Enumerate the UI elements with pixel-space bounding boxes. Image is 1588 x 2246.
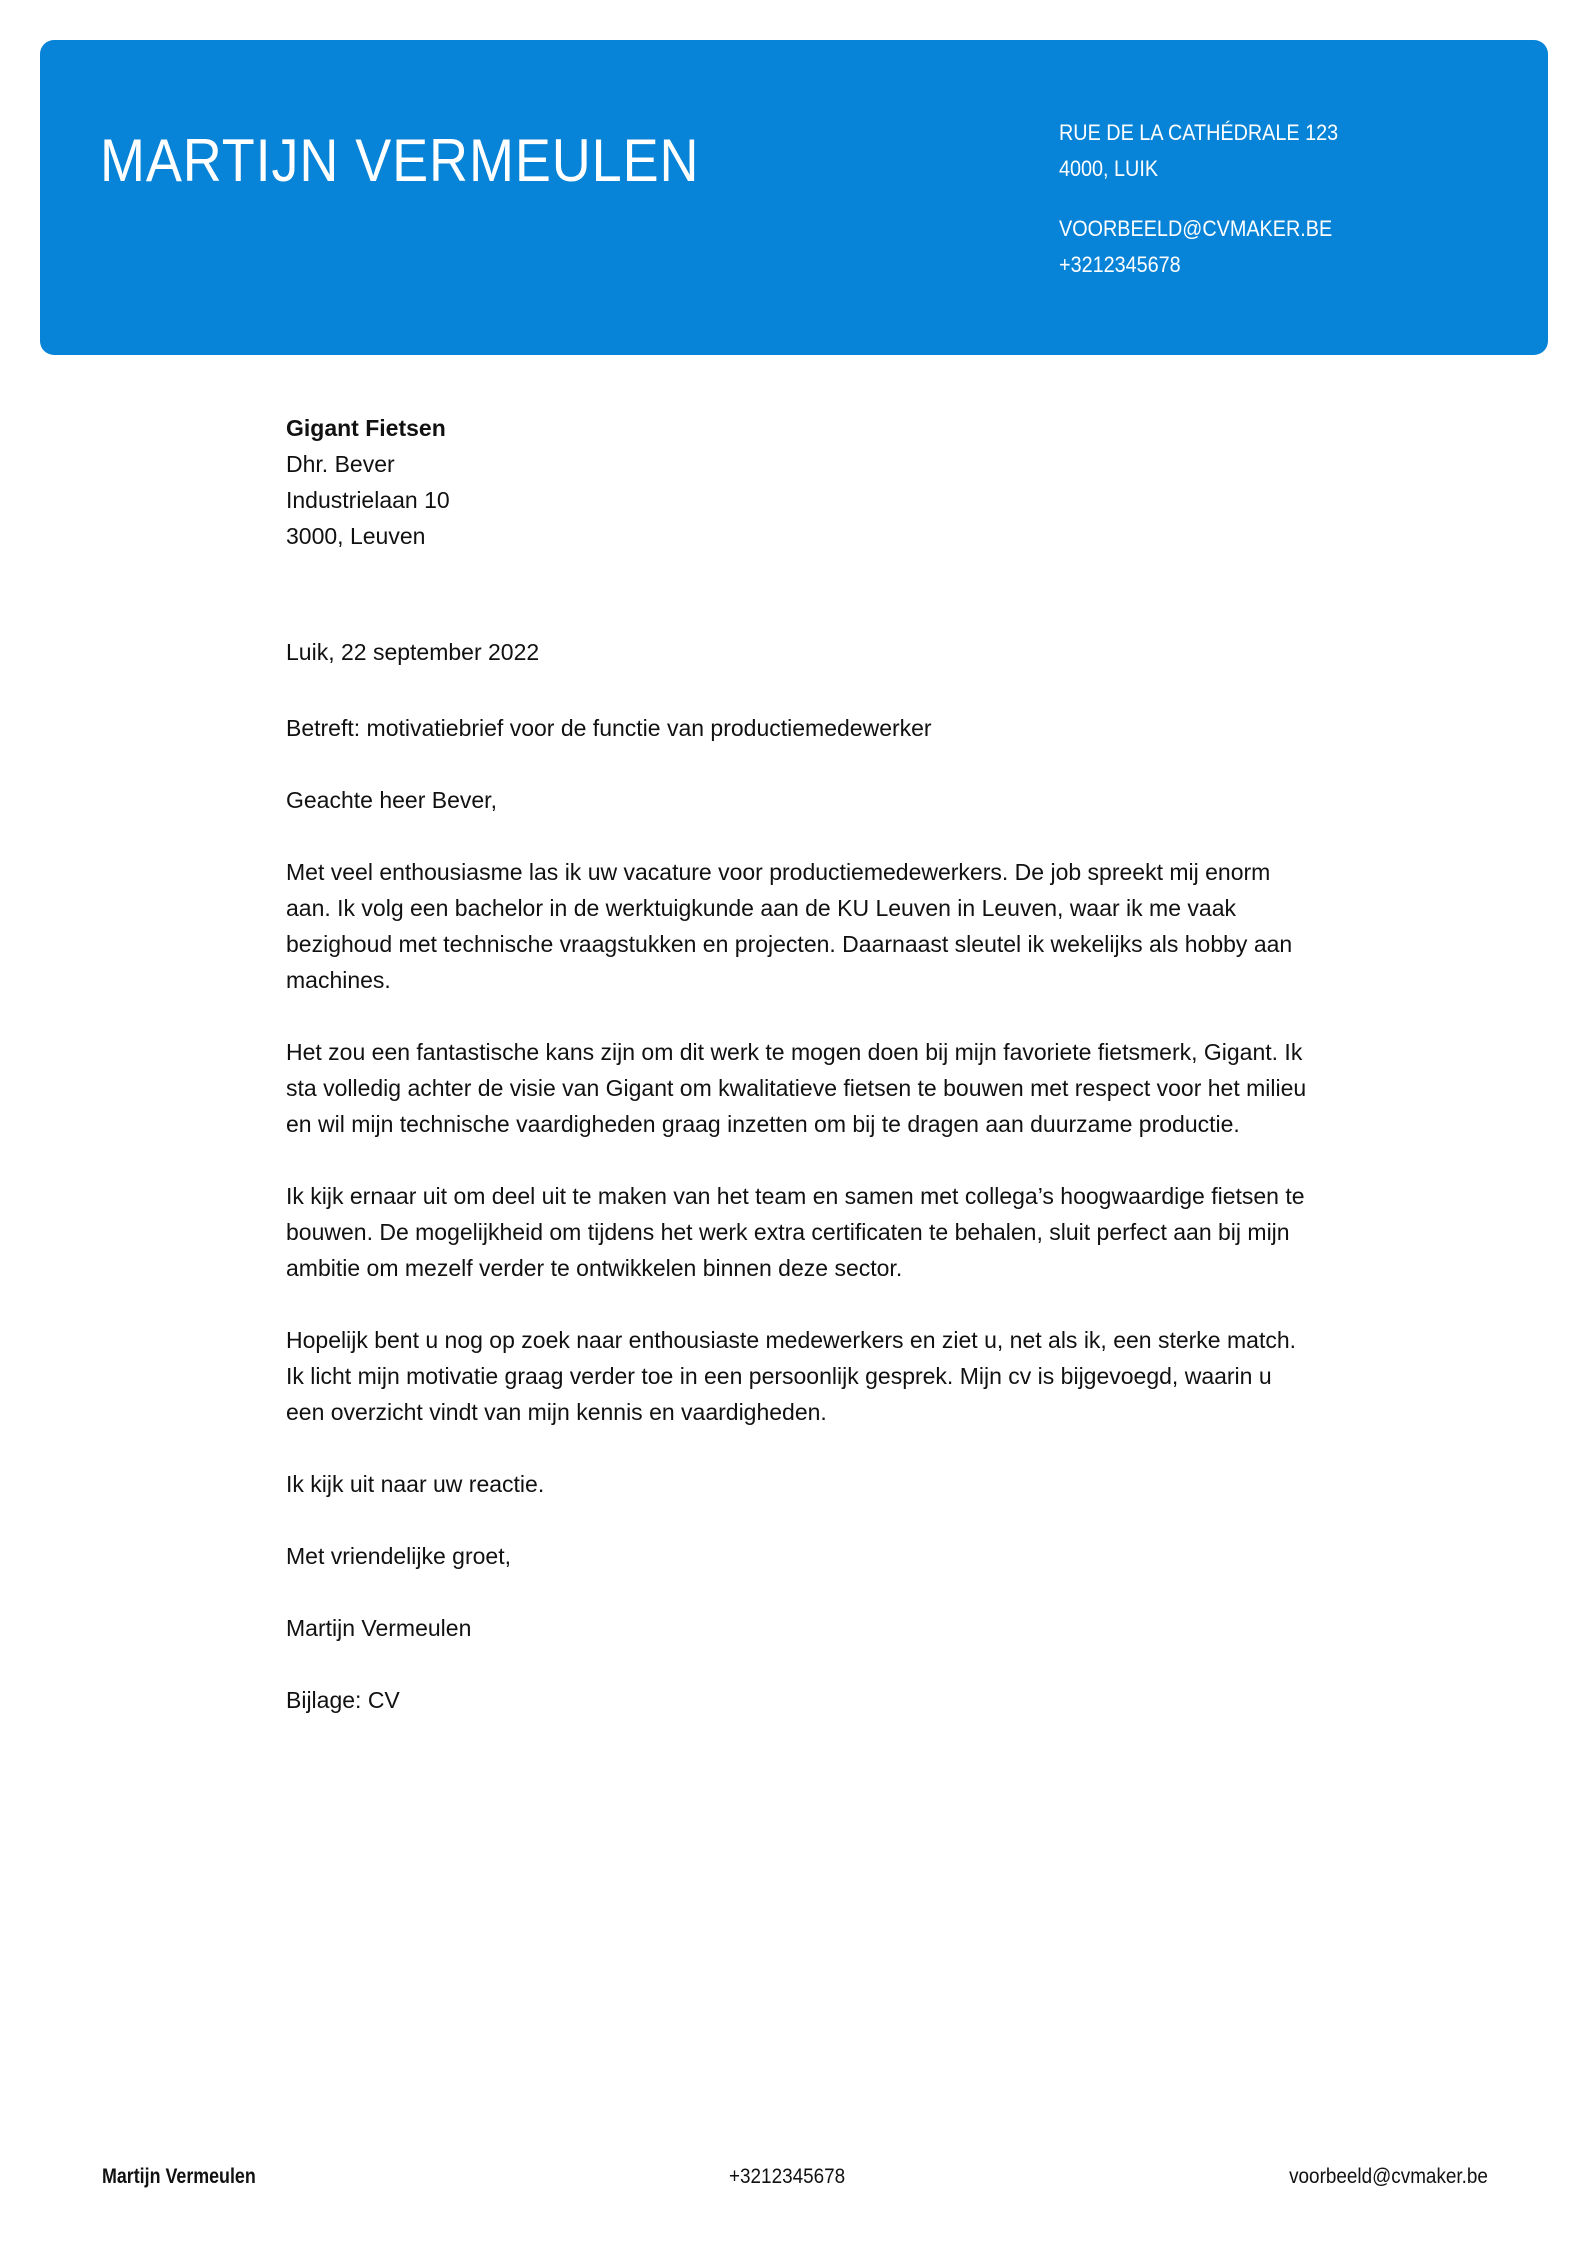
letter-salutation: Geachte heer Bever, [286,787,497,813]
body-paragraph-4: Hopelijk bent u nog op zoek naar enthousiaste medewerkers en ziet u, net als ik, een sterke match. Ik licht mijn motivatie graag verder toe in een persoonlijk gesprek. Mijn cv is bijgevoegd, waarin u een overzicht vindt van mijn kennis en vaardigheden. [286,1327,1297,1425]
letter-closing: Met vriendelijke groet, [286,1543,511,1569]
footer-name: Martijn Vermeulen [102,2165,256,2188]
footer-email[interactable]: voorbeeld@cvmaker.be [1289,2165,1488,2188]
recipient-address-block [286,410,1316,554]
letter-date: Luik, 22 september 2022 [286,639,540,665]
letter-header [40,40,1548,355]
sender-address-line2: 4000, LUIK [1059,156,1159,181]
body-paragraph-1: Met veel enthousiasme las ik uw vacature voor productiemedewerkers. De job spreekt mij enorm aan. Ik volg een bachelor in de werktuigkunde aan de KU Leuven in Leuven, waar ik me vaak bezighoud met technische vraagstukken en projecten. Daarnaast sleutel ik wekelijks als hobby aan machines. [286,859,1293,993]
recipient-street: Industrielaan 10 [286,487,450,513]
sender-name-heading: MARTIJN VERMEULEN [100,127,700,194]
body-paragraph-3: Ik kijk ernaar uit om deel uit te maken van het team en samen met collega’s hoogwaardige fietsen te bouwen. De mogelijkheid om tijdens het werk extra certificaten te behalen, sluit perfect aan bij mijn ambitie om mezelf verder te ontwikkelen binnen deze sector. [286,1183,1305,1281]
letter-signature: Martijn Vermeulen [286,1615,472,1641]
body-paragraph-5: Ik kijk uit naar uw reactie. [286,1471,545,1497]
letter-footer [0,2165,1588,2205]
recipient-company: Gigant Fietsen [286,415,446,441]
sender-address-line1: RUE DE LA CATHÉDRALE 123 [1059,120,1339,145]
letter-subject: Betreft: motivatiebrief voor de functie van productiemedewerker [286,715,932,741]
sender-phone[interactable]: +3212345678 [1059,252,1181,277]
sender-email[interactable]: VOORBEELD@CVMAKER.BE [1059,216,1333,241]
body-paragraph-2: Het zou een fantastische kans zijn om dit werk te mogen doen bij mijn favoriete fietsmerk, Gigant. Ik sta volledig achter de visie van Gigant om kwalitatieve fietsen te bouwen met respect voor het milieu en wil mijn technische vaardigheden graag inzetten om bij te dragen aan duurzame productie. [286,1039,1307,1137]
recipient-city: 3000, Leuven [286,523,426,549]
letter-attachment: Bijlage: CV [286,1687,400,1713]
recipient-contact: Dhr. Bever [286,451,395,477]
contact-spacer [1059,187,1338,211]
letter-content [286,410,1316,1718]
sender-contact-block [1059,115,1338,283]
footer-phone[interactable]: +3212345678 [729,2165,846,2188]
